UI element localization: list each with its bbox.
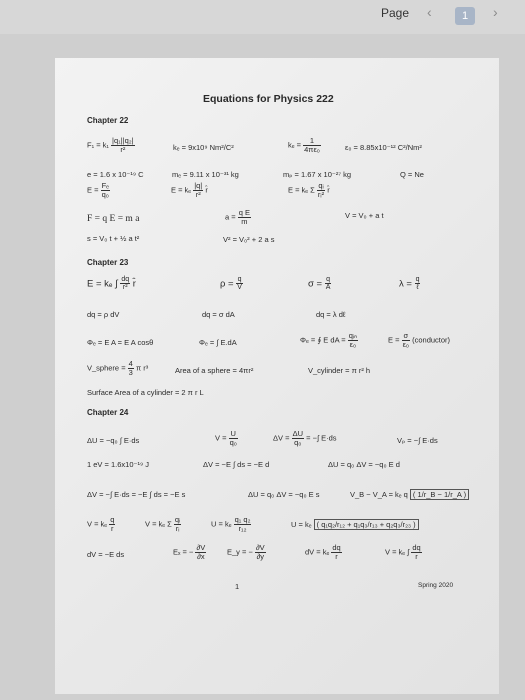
dq-volume: dq = ρ dV: [87, 310, 120, 319]
velocity-equation: V = V₀ + a t: [345, 211, 384, 220]
surface-density: σ = $\frac{q}{A}$: [308, 276, 331, 292]
electron-volt: 1 eV = 1.6x10⁻¹⁹ J: [87, 460, 149, 469]
chapter-23-heading: Chapter 23: [87, 258, 129, 267]
potential-energy-change: ΔU = −q₀ ∫ E·ds: [87, 436, 140, 445]
point-charge-field: E = kₑ $\frac{|q|}{\text{r²}}$ r̂: [171, 181, 208, 199]
potential-at-point: Vₚ = −∫ E·ds: [397, 436, 438, 445]
page-number-field[interactable]: 1: [455, 7, 475, 25]
potential-def: V = $\frac{U}{\text{q₀}}$: [215, 429, 237, 447]
electron-mass: mₑ = 9.11 x 10⁻³¹ kg: [172, 170, 239, 179]
field-x-component: Eₓ = − $\frac{\partial V}{\partial x}$: [173, 543, 206, 561]
chapter-24-heading: Chapter 24: [87, 408, 129, 417]
velocity-squared: V² = V₀² + 2 a s: [223, 235, 275, 244]
linear-density: λ = $\frac{q}{\text{ℓ}}$: [399, 276, 420, 292]
force-equation: F = q E = m a: [87, 214, 140, 224]
path-energy: ΔU = q₀ ΔV = −q₀ E s: [248, 490, 320, 499]
coulomb-law: F₁ = k₁ $\frac{\text{|q₁||q₂|}}{\text{r²}}$: [87, 136, 134, 154]
dq-linear: dq = λ dℓ: [316, 310, 346, 319]
three-charge-energy: U = kₑ ( q₁q₂/r₁₂ + q₁q₃/r₁₃ + q₂q₃/r₂₃ ): [291, 520, 419, 529]
document-page: [55, 58, 499, 694]
volume-density: ρ = $\frac{q}{V}$: [220, 276, 242, 292]
sphere-area: Area of a sphere = 4πr²: [175, 366, 254, 375]
coulomb-constant: kₑ = 9x10⁹ Nm²/C²: [173, 143, 234, 152]
uniform-field-energy: ΔU = q₀ ΔV = −q₀ E d: [328, 460, 400, 469]
position-equation: s = V₀ t + ½ a t²: [87, 234, 140, 243]
page-footer-number: 1: [235, 582, 240, 591]
next-page-icon[interactable]: ›: [493, 4, 498, 20]
charge-element-potential: dV = kₑ $\frac{dq}{r}$: [305, 543, 341, 561]
flux-integral: Φₑ = ∫ E.dA: [199, 338, 237, 347]
continuous-field: E = kₑ ∫ $\frac{dq}{\text{r²}}$ r̂: [87, 276, 136, 292]
proton-mass: mₚ = 1.67 x 10⁻²⁷ kg: [283, 170, 352, 179]
sphere-volume: V_sphere = $\frac{4}{3}$ π r³: [87, 359, 149, 377]
acceleration: a = $\frac{\text{q E}}{m}$: [225, 208, 250, 226]
continuous-potential: V = kₑ ∫ $\frac{dq}{r}$: [385, 543, 421, 561]
conductor-field: E = $\frac{\sigma}{\text{ε₀}}$ (conductor): [388, 331, 451, 349]
path-potential: ΔV = −∫ E·ds = −E ∫ ds = −E s: [87, 490, 186, 499]
superposition-field: E = kₑ Σ $\frac{\text{qᵢ}}{\text{rᵢ²}}$ r̂: [288, 181, 330, 199]
coulomb-constant-def: kₑ = $\frac{1}{\text{4πε₀}}$: [288, 136, 320, 154]
charge-quantization: Q = Ne: [400, 170, 424, 179]
field-y-component: E_y = − $\frac{\partial V}{\partial y}$: [227, 543, 265, 561]
gauss-law: Φₑ = ∮ E dA = $\frac{\text{qᵢₙ}}{\text{ε₀}}$: [300, 331, 358, 349]
viewer-toolbar: [0, 0, 525, 34]
superposition-potential: V = kₑ Σ $\frac{\text{qᵢ}}{\text{rᵢ}}$: [145, 515, 181, 533]
footer-term: Spring 2020: [418, 582, 454, 589]
page-label: Page: [381, 6, 410, 20]
potential-differential: dV = −E ds: [87, 550, 125, 559]
electron-charge: e = 1.6 x 10⁻¹⁹ C: [87, 170, 144, 179]
potential-difference: ΔV = $\frac{\Delta U}{\text{q₀}}$ = −∫ E·ds: [273, 429, 337, 447]
dq-surface: dq = σ dA: [202, 310, 235, 319]
uniform-field-potential: ΔV = −E ∫ ds = −E d: [203, 460, 270, 469]
permittivity: ε₀ = 8.85x10⁻¹² C²/Nm²: [345, 143, 422, 152]
chapter-22-heading: Chapter 22: [87, 116, 129, 125]
electric-field-def: E = $\frac{\text{Fₑ}}{\text{q₀}}$: [87, 181, 109, 199]
cylinder-volume: V_cylinder = π r² h: [308, 366, 371, 375]
page-title: Equations for Physics 222: [203, 93, 334, 105]
point-charge-potential-difference: V_B − V_A = kₑ q ( 1/r_B − 1/r_A ): [350, 490, 469, 499]
cylinder-area: Surface Area of a cylinder = 2 π r L: [87, 388, 204, 397]
flux-uniform: Φₑ = E A = E A cosθ: [87, 338, 154, 347]
point-charge-potential: V = kₑ $\frac{q}{r}$: [87, 515, 115, 533]
previous-page-icon[interactable]: ‹: [427, 4, 432, 20]
pair-potential-energy: U = kₑ $\frac{\text{q₁ q₂}}{\text{r₁₂}}$: [211, 515, 251, 533]
